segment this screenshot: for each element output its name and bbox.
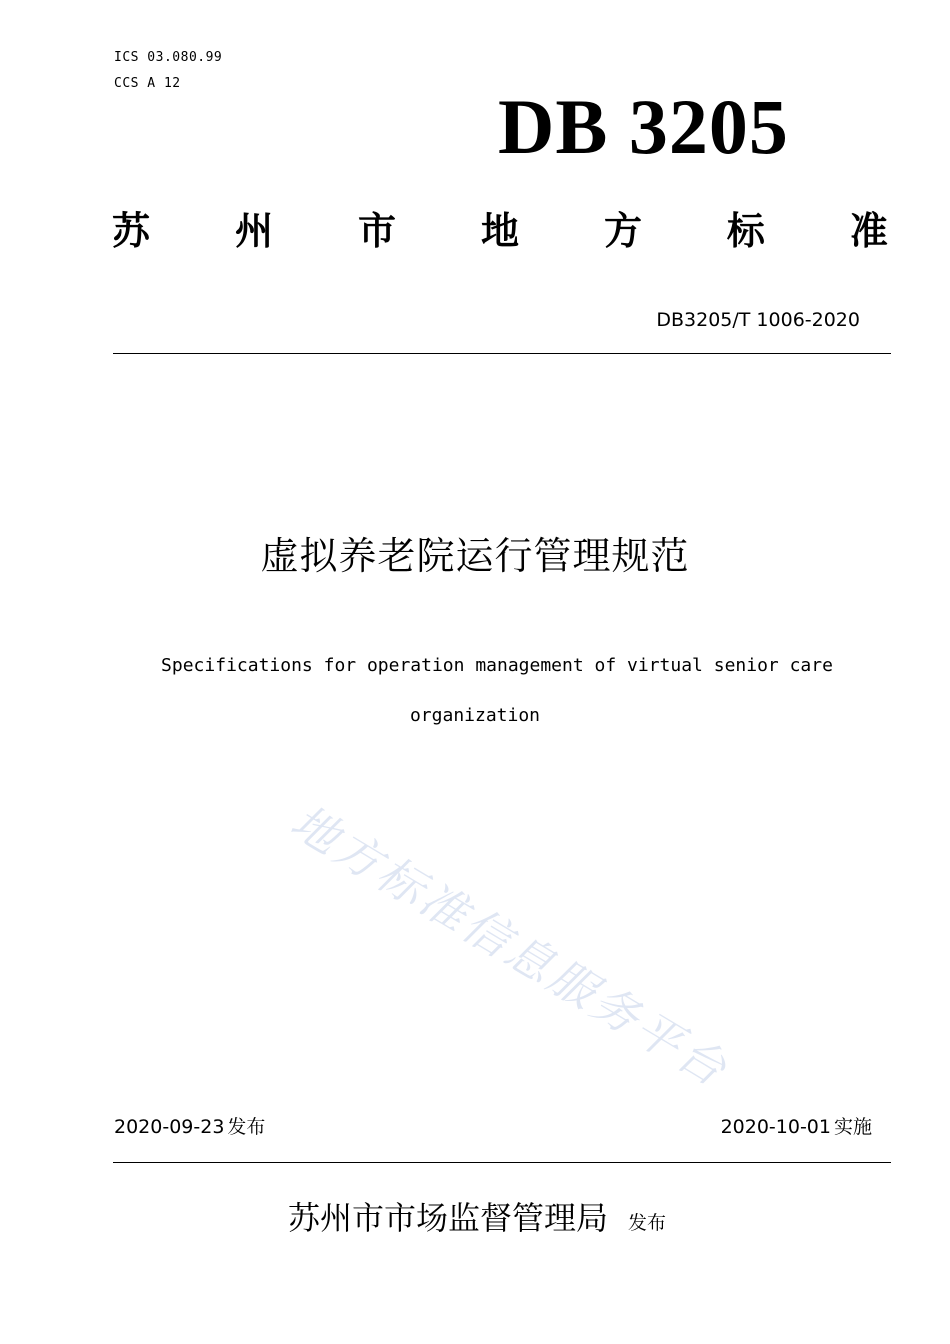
category-char: 标 xyxy=(726,208,765,253)
implementation-date-value: 2020-10-01 xyxy=(720,1116,831,1138)
category-char: 苏 xyxy=(112,208,151,253)
watermark: 地方标准信息服务平台 xyxy=(281,794,739,1098)
ccs-code: CCS A 12 xyxy=(114,76,181,91)
issuing-authority xyxy=(288,1196,666,1240)
category-char: 方 xyxy=(603,208,642,253)
issue-date-label: 发布 xyxy=(227,1116,266,1138)
issue-date-value: 2020-09-23 xyxy=(114,1116,225,1138)
category-char: 地 xyxy=(480,208,519,253)
standard-number: DB3205/T 1006-2020 xyxy=(656,309,860,331)
issue-date xyxy=(114,1114,265,1140)
document-title-english-line1: Specifications for operation management of virtual senior care xyxy=(161,655,833,676)
implementation-date-label: 实施 xyxy=(833,1116,872,1138)
top-divider xyxy=(113,353,891,354)
document-title-chinese: 虚拟养老院运行管理规范 xyxy=(260,534,690,578)
standard-category xyxy=(112,206,888,256)
issuer-suffix: 发布 xyxy=(628,1212,667,1234)
category-char: 准 xyxy=(849,208,888,253)
document-title-english-line2: organization xyxy=(409,705,541,726)
category-char: 市 xyxy=(357,208,396,253)
ics-code: ICS 03.080.99 xyxy=(114,50,223,65)
bottom-divider xyxy=(113,1162,891,1163)
issuer-name: 苏州市市场监督管理局 xyxy=(288,1199,609,1237)
db-standard-logo: DB 3205 xyxy=(498,83,789,170)
category-char: 州 xyxy=(234,208,273,253)
implementation-date xyxy=(721,1114,872,1140)
